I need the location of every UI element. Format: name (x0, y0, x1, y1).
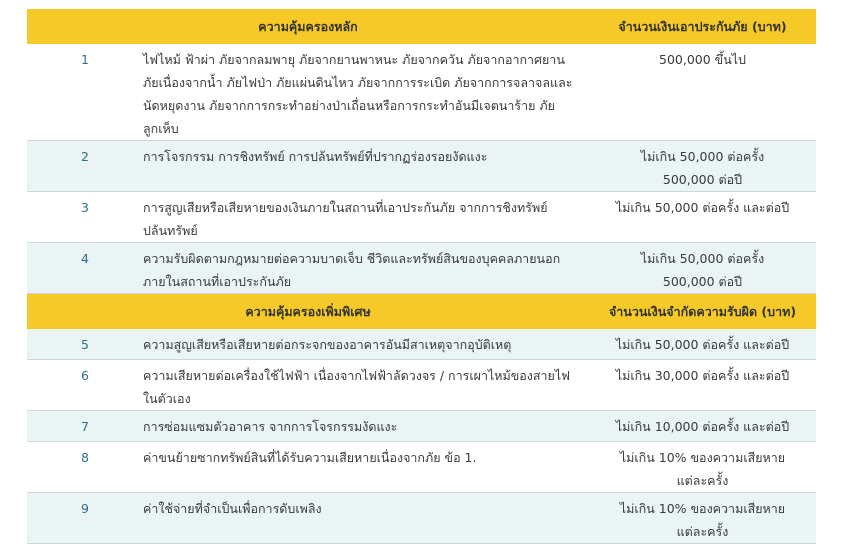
extra-coverage-header-row (27, 294, 816, 330)
coverage-description: ค่าใช้จ่ายที่จำเป็นเพื่อการดับเพลิง (143, 493, 589, 544)
coverage-description: ความรับผิดตามกฎหมายต่อความบาดเจ็บ ชีวิตและทรัพย์สินของบุคคลภายนอก ภายในสถานที่เอาประกันภัย (143, 243, 589, 294)
row-number: 8 (27, 442, 143, 493)
coverage-amount (589, 44, 816, 141)
coverage-amount (589, 411, 816, 442)
table-row (27, 442, 816, 493)
row-number: 9 (27, 493, 143, 544)
amount-line: 500,000 ขึ้นไป (659, 52, 746, 67)
coverage-description: การโจรกรรม การชิงทรัพย์ การปล้นทรัพย์ที่ปรากฏร่องรอยงัดแงะ (143, 141, 589, 192)
coverage-description: การซ่อมแซมตัวอาคาร จากการโจรกรรมงัดแงะ (143, 411, 589, 442)
amount-line: ไม่เกิน 50,000 ต่อครั้ง และต่อปี (615, 337, 790, 352)
amount-line: ไม่เกิน 10% ของความเสียหาย (619, 450, 786, 465)
coverage-amount (589, 360, 816, 411)
row-number: 5 (27, 329, 143, 360)
row-number: 3 (27, 192, 143, 243)
sum-insured-header: จำนวนเงินเอาประกันภัย (บาท) (589, 9, 816, 44)
main-coverage-header: ความคุ้มครองหลัก (27, 9, 589, 44)
row-number: 1 (27, 44, 143, 141)
amount-line: แต่ละครั้ง (676, 524, 729, 539)
coverage-description: ความสูญเสียหรือเสียหายต่อกระจกของอาคารอันมีสาเหตุจากอุบัติเหตุ (143, 329, 589, 360)
coverage-table (27, 9, 816, 544)
row-number: 4 (27, 243, 143, 294)
table-row (27, 329, 816, 360)
table-row (27, 44, 816, 141)
coverage-amount (589, 243, 816, 294)
amount-line: ไม่เกิน 30,000 ต่อครั้ง และต่อปี (615, 368, 790, 383)
amount-line: ไม่เกิน 50,000 ต่อครั้ง (640, 149, 765, 164)
amount-line: ไม่เกิน 50,000 ต่อครั้ง และต่อปี (615, 200, 790, 215)
row-number: 7 (27, 411, 143, 442)
table-row (27, 192, 816, 243)
coverage-description: การสูญเสียหรือเสียหายของเงินภายในสถานที่เอาประกันภัย จากการชิงทรัพย์ ปล้นทรัพย์ (143, 192, 589, 243)
table-row (27, 411, 816, 442)
coverage-amount (589, 442, 816, 493)
coverage-description: ค่าขนย้ายซากทรัพย์สินที่ได้รับความเสียหายเนื่องจากภัย ข้อ 1. (143, 442, 589, 493)
table-row (27, 243, 816, 294)
amount-line: ไม่เกิน 10,000 ต่อครั้ง และต่อปี (615, 419, 790, 434)
row-number: 6 (27, 360, 143, 411)
table-row (27, 141, 816, 192)
row-number: 2 (27, 141, 143, 192)
coverage-description: ไฟไหม้ ฟ้าผ่า ภัยจากลมพายุ ภัยจากยานพาหนะ ภัยจากควัน ภัยจากอากาศยาน ภัยเนื่องจากน้ำ ภัยไฟป่า ภัยแผ่นดินไหว ภัยจากการระเบิด ภัยจากการจลาจลและนัดหยุดงาน ภัยจากการกระทำอย่างป่าเถื่อนหรือการกระทำอันมีเจตนาร้าย ภัยลูกเห็บ (143, 44, 589, 141)
table-row (27, 360, 816, 411)
coverage-amount (589, 141, 816, 192)
liability-limit-header: จำนวนเงินจำกัดความรับผิด (บาท) (589, 294, 816, 330)
extra-coverage-header: ความคุ้มครองเพิ่มพิเศษ (27, 294, 589, 330)
amount-line: แต่ละครั้ง (676, 473, 729, 488)
coverage-description: ความเสียหายต่อเครื่องใช้ไฟฟ้า เนื่องจากไฟฟ้าลัดวงจร / การเผาไหม้ของสายไฟในตัวเอง (143, 360, 589, 411)
amount-line: 500,000 ต่อปี (662, 172, 743, 187)
amount-line: ไม่เกิน 50,000 ต่อครั้ง (640, 251, 765, 266)
amount-line: ไม่เกิน 10% ของความเสียหาย (619, 501, 786, 516)
coverage-amount (589, 493, 816, 544)
table-row (27, 493, 816, 544)
coverage-amount (589, 329, 816, 360)
main-coverage-header-row (27, 9, 816, 44)
coverage-amount (589, 192, 816, 243)
amount-line: 500,000 ต่อปี (662, 274, 743, 289)
